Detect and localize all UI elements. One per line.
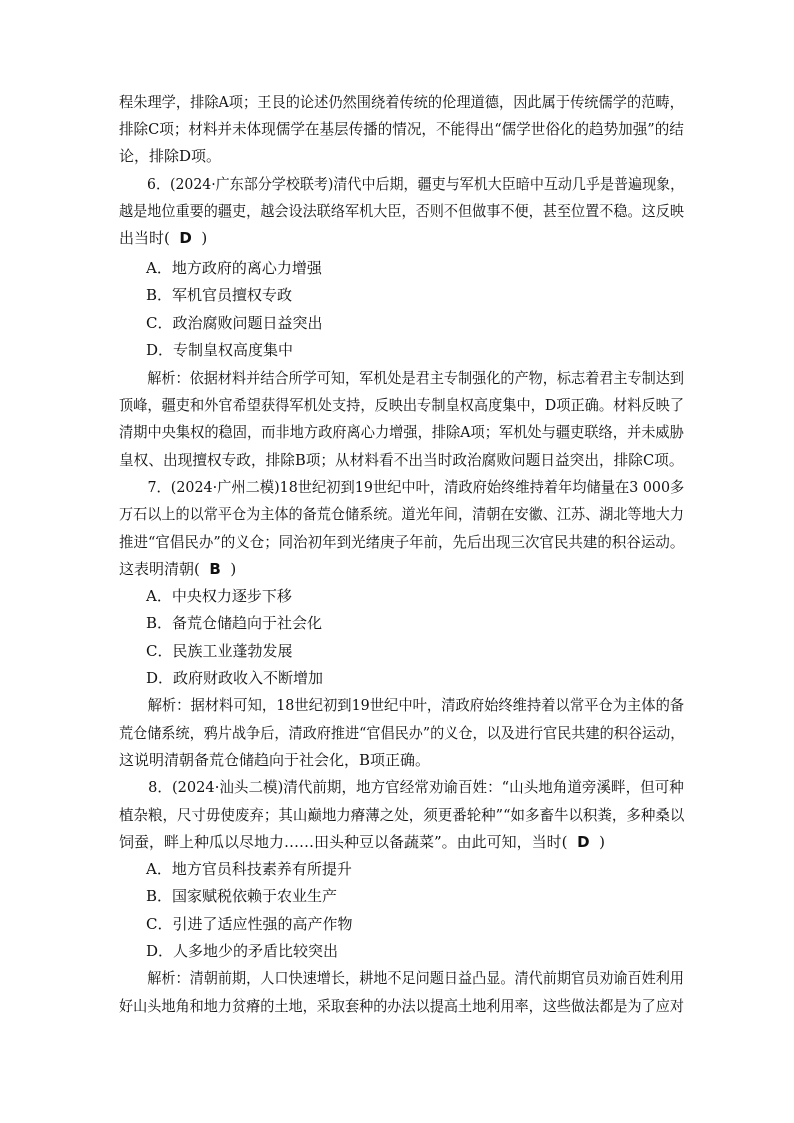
option-b: B．备荒仓储趋向于社会化 (146, 614, 323, 632)
option-b: B．国家赋税依赖于农业生产 (146, 887, 338, 905)
question-7-line: 7．(2024·广州二模)18世纪初到19世纪中叶，清政府始终维持着年均储量在3 000多 (119, 478, 685, 496)
stem-text: ) (230, 560, 237, 578)
option-a: A．中央权力逐步下移 (146, 587, 292, 605)
question-6-line: 越是地位重要的疆吏，越会设法联络军机大臣，否则不但做事不便，甚至位置不稳。这反映 (119, 202, 685, 220)
question-7-line: 推进“官倡民办”的义仓；同治初年到光绪庚子年前，先后出现三次官民共建的积谷运动。 (119, 533, 685, 551)
option-d: D．政府财政收入不断增加 (146, 669, 324, 687)
question-8-line: 植杂粮，尺寸毋使废弃；其山巅地力瘠薄之处，须更番轮种”“如多畜牛以积粪，多种桑以 (119, 806, 685, 824)
answer-letter: D (577, 833, 590, 851)
stem-text: 这表明清朝( (119, 560, 200, 578)
analysis-line: 好山头地角和地力贫瘠的土地，采取套种的办法以提高土地利用率，这些做法都是为了应对 (119, 997, 685, 1015)
option-c: C．引进了适应性强的高产作物 (146, 915, 353, 933)
answer-letter: B (209, 560, 221, 578)
question-8-line: 8．(2024·汕头二模)清代前期，地方官经常劝谕百姓：“山头地角道旁溪畔，但可种 (119, 778, 684, 796)
analysis-line: 解析：清朝前期，人口快速增长，耕地不足问题日益凸显。清代前期官员劝谕百姓利用 (119, 969, 685, 987)
analysis-line: 解析：依据材料并结合所学可知，军机处是君主专制强化的产物，标志着君主专制达到 (119, 369, 685, 387)
stem-text: 饲蚕，畔上种瓜以尽地力……田头种豆以备蔬菜”。由此可知，当时( (119, 833, 568, 851)
stem-text: ) (201, 229, 208, 247)
question-7-line (119, 559, 236, 579)
question-6-line: 6．(2024·广东部分学校联考)清代中后期，疆吏与军机大臣暗中互动几乎是普遍现象， (119, 175, 685, 193)
option-a: A．地方官员科技素养有所提升 (146, 860, 352, 878)
stem-text: 出当时( (119, 229, 170, 247)
answer-letter: D (179, 229, 192, 247)
stem-text: ) (599, 833, 605, 851)
option-c: C．政治腐败问题日益突出 (146, 314, 323, 332)
analysis-line: 论，排除D项。 (119, 147, 222, 165)
analysis-line: 排除C项；材料并未体现儒学在基层传播的情况，不能得出“儒学世俗化的趋势加强”的结 (119, 120, 684, 138)
option-d: D．专制皇权高度集中 (146, 341, 294, 359)
analysis-line: 这说明清朝备荒仓储趋向于社会化，B项正确。 (119, 751, 431, 769)
option-a: A．地方政府的离心力增强 (146, 259, 322, 277)
option-d: D．人多地少的矛盾比较突出 (146, 942, 339, 960)
analysis-line: 顶峰，疆吏和外官希望获得军机处支持，反映出专制皇权高度集中，D项正确。材料反映了 (119, 396, 685, 414)
question-7-line: 万石以上的以常平仓为主体的备荒仓储系统。道光年间，清朝在安徽、江苏、湖北等地大力 (119, 505, 685, 523)
analysis-line: 皇权、出现擅权专政，排除B项；从材料看不出当时政治腐败问题日益突出，排除C项。 (119, 451, 684, 469)
question-8-line (119, 832, 605, 852)
option-b: B．军机官员擅权专政 (146, 286, 293, 304)
analysis-line: 解析：据材料可知，18世纪初到19世纪中叶，清政府始终维持着以常平仓为主体的备 (119, 696, 685, 714)
analysis-line: 清期中央集权的稳固，而非地方政府离心力增强，排除A项；军机处与疆吏联络，并未威胁 (119, 423, 684, 441)
question-6-line (119, 228, 207, 248)
analysis-line: 程朱理学，排除A项；王艮的论述仍然围绕着传统的伦理道德，因此属于传统儒学的范畴， (119, 93, 684, 111)
analysis-line: 荒仓储系统，鸦片战争后，清政府推进“官倡民办”的义仓，以及进行官民共建的积谷运动， (119, 724, 685, 742)
option-c: C．民族工业蓬勃发展 (146, 642, 293, 660)
